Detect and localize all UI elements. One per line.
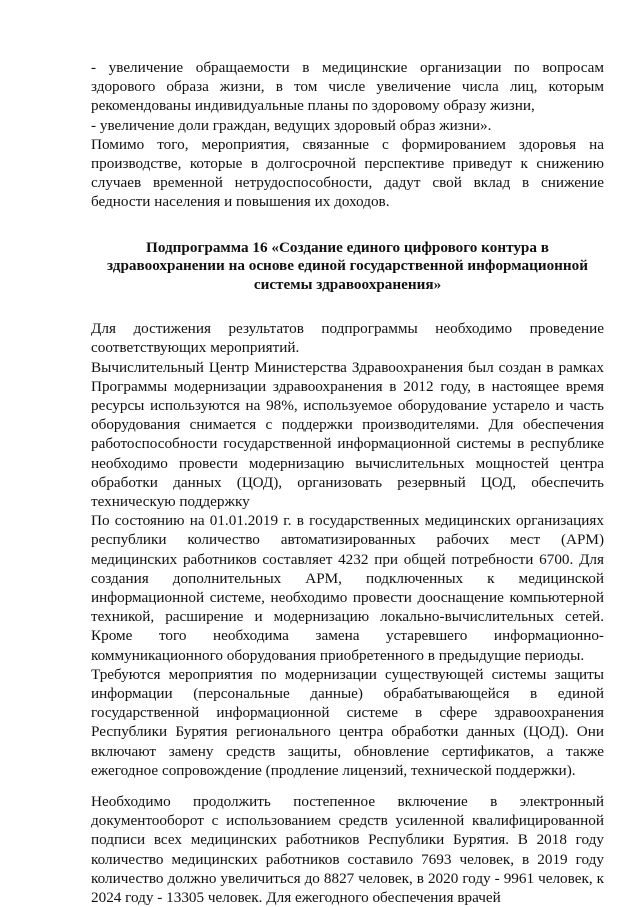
intro-paragraph-3: Помимо того, мероприятия, связанные с формированием здоровья на производстве, которые в долгосрочной перспективе приведут к снижению случаев временной нетрудоспособности, дадут свой вклад в снижение бедности населения и повышения их доходов. [91, 135, 604, 211]
subprogram-heading [91, 239, 604, 295]
intro-paragraph-2: - увеличение доли граждан, ведущих здоровый образ жизни». [91, 116, 492, 134]
heading-line-3: системы здравоохранения» [253, 275, 442, 293]
heading-line-1: Подпрограмма 16 «Создание единого цифрового контура в [146, 238, 549, 256]
body-paragraph-1: Для достижения результатов подпрограммы необходимо проведение соответствующих мероприятий. [91, 320, 604, 357]
body-paragraph-3: По состоянию на 01.01.2019 г. в государственных медицинских организациях республики количество автоматизированных рабочих мест (АРМ) медицинских работников составляет 4232 при общей потребности 6700. Для создания дополнительных АРМ, подключенных к медицинской информационной системе, необходимо провести дооснащение компьютерной техникой, расширение и модернизацию локально-вычислительных сетей. Кроме того необходима замена устаревшего информационно-коммуникационного оборудования приобретенного в предыдущие периоды. [91, 512, 604, 664]
body-paragraph-2: Вычислительный Центр Министерства Здравоохранения был создан в рамках Программы модернизации здравоохранения в 2012 году, в настоящее время ресурсы используются на 98%, используемое оборудование устарело и часть оборудования снимается с поддержки производителями. Для обеспечения работоспособности государственной информационной системы в республике необходимо провести модернизацию вычислительных мощностей центра обработки данных (ЦОД), организовать резервный ЦОД, обеспечить техническую поддержку [91, 358, 604, 510]
body-paragraph-4: Требуются мероприятия по модернизации существующей системы защиты информации (персональные данные) обрабатывающейся в единой государственной информационной системе в сфере здравоохранения Республики Бурятия регионального центра обработки данных (ЦОД). Они включают замену средств защиты, обновление сертификатов, а также ежегодное сопровождение (продление лицензий, технической поддержки). [91, 665, 604, 779]
body-paragraph-5: Необходимо продолжить постепенное включение в электронный документооборот с использованием средств усиленной квалифицированной подписи всех медицинских работников Республики Бурятия. В 2018 году количество медицинских работников составило 7693 человек, в 2019 году количество должно увеличиться до 8827 человек, в 2020 году - 9961 человек, к 2024 году - 13305 человек. Для ежегодного обеспечения врачей [91, 793, 604, 907]
document-page [91, 58, 604, 907]
intro-paragraph-1: - увеличение обращаемости в медицинские организации по вопросам здорового образа жизни, в том числе увеличение числа лиц, которым рекомендованы индивидуальные планы по здоровому образу жизни, [91, 59, 604, 115]
heading-line-2: здравоохранении на основе единой государственной информационной [106, 257, 589, 275]
